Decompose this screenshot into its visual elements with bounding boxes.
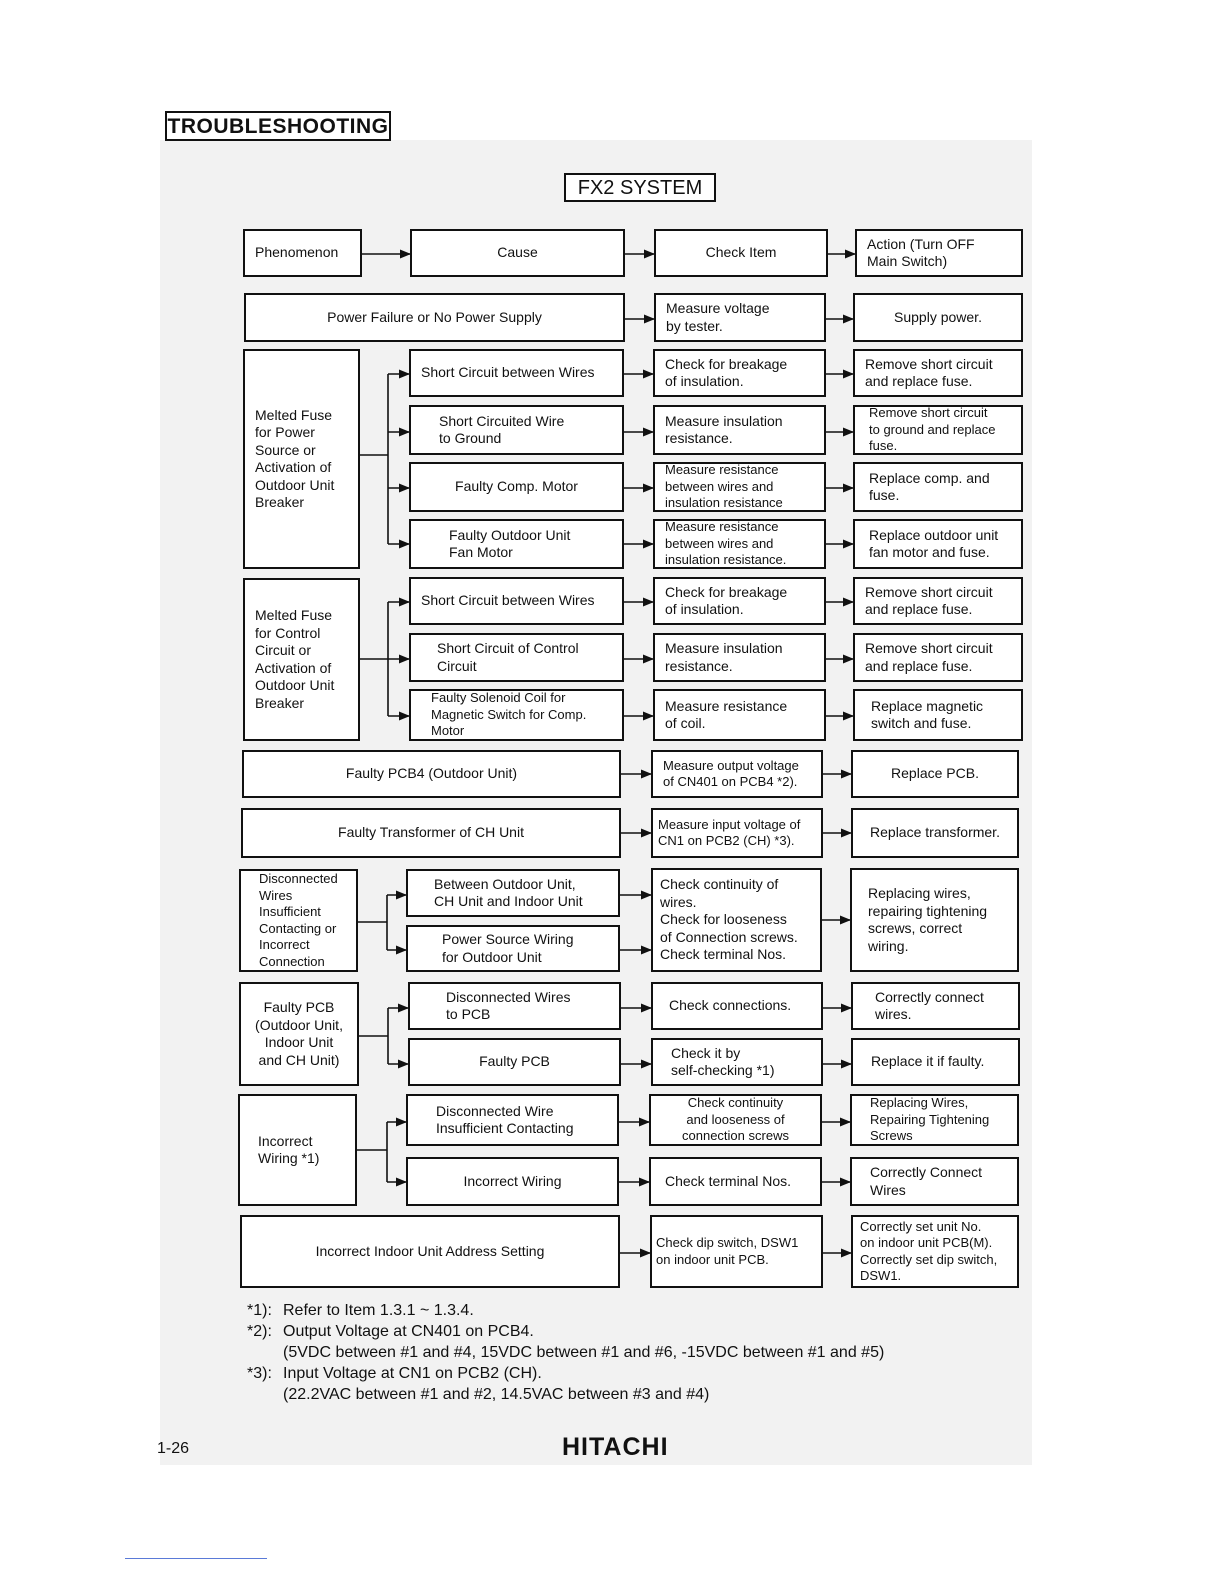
action-replace-magnetic-switch: Replace magnetic switch and fuse. xyxy=(853,689,1023,741)
check-resistance-comp: Measure resistance between wires and insulation resistance xyxy=(653,462,826,512)
phenomenon-disconnected-wires: Disconnected Wires Insufficient Contacting or Incorrect Connection xyxy=(239,869,358,972)
action-remove-short-control-circuit: Remove short circuit and replace fuse. xyxy=(853,633,1023,682)
footnote-marker: *3): xyxy=(247,1365,272,1382)
footnote-detail: (22.2VAC between #1 and #2, 14.5VAC between #3 and #4) xyxy=(283,1386,710,1403)
cause-incorrect-address-setting: Incorrect Indoor Unit Address Setting xyxy=(240,1215,620,1288)
cause-faulty-comp-motor: Faulty Comp. Motor xyxy=(409,462,624,512)
brand-logo: HITACHI xyxy=(562,1433,669,1461)
header-phenomenon: Phenomenon xyxy=(243,229,362,277)
cause-incorrect-wiring: Incorrect Wiring xyxy=(406,1157,619,1206)
phenomenon-faulty-pcb: Faulty PCB (Outdoor Unit, Indoor Unit and CH Unit) xyxy=(239,982,359,1086)
footnote-text: Input Voltage at CN1 on PCB2 (CH). xyxy=(283,1365,542,1382)
footnotes xyxy=(247,1300,884,1405)
check-terminal-nos: Check terminal Nos. xyxy=(649,1157,822,1206)
action-power-failure: Supply power. xyxy=(853,293,1023,342)
cause-short-circuit-control: Short Circuit of Control Circuit xyxy=(409,633,624,682)
action-replace-comp: Replace comp. and fuse. xyxy=(853,462,1023,512)
section-header: TROUBLESHOOTING xyxy=(165,111,391,141)
check-resistance-fan: Measure resistance between wires and insulation resistance. xyxy=(653,519,826,569)
footnote-text: Refer to Item 1.3.1 ~ 1.3.4. xyxy=(283,1302,474,1319)
cause-disconnected-wire-contacting: Disconnected Wire Insufficient Contacting xyxy=(406,1094,619,1146)
cause-faulty-pcb4: Faulty PCB4 (Outdoor Unit) xyxy=(242,750,621,798)
check-output-voltage-cn401: Measure output voltage of CN401 on PCB4 *2). xyxy=(651,750,823,798)
action-correctly-connect-wires: Correctly connect wires. xyxy=(851,982,1020,1030)
cause-disconnected-wires-pcb: Disconnected Wires to PCB xyxy=(408,982,621,1030)
cause-power-failure: Power Failure or No Power Supply xyxy=(244,293,625,342)
check-dip-switch: Check dip switch, DSW1 on indoor unit PCB. xyxy=(650,1215,823,1288)
check-continuity-wires: Check continuity of wires. Check for looseness of Connection screws. Check terminal Nos. xyxy=(651,868,822,972)
footnote-2 xyxy=(247,1321,884,1342)
header-check-item: Check Item xyxy=(654,229,828,277)
action-set-unit-number: Correctly set unit No. on indoor unit PCB(M). Correctly set dip switch, DSW1. xyxy=(851,1215,1019,1288)
cause-faulty-solenoid-coil: Faulty Solenoid Coil for Magnetic Switch for Comp. Motor xyxy=(409,689,624,741)
action-replace-if-faulty: Replace it if faulty. xyxy=(851,1038,1020,1086)
action-replace-fan-motor: Replace outdoor unit fan motor and fuse. xyxy=(853,519,1023,569)
header-action: Action (Turn OFF Main Switch) xyxy=(855,229,1023,277)
footnote-3 xyxy=(247,1363,884,1384)
system-title: FX2 SYSTEM xyxy=(564,173,716,202)
check-power-failure: Measure voltage by tester. xyxy=(654,293,826,342)
cause-faulty-fan-motor: Faulty Outdoor Unit Fan Motor xyxy=(409,519,624,569)
cause-short-circuited-wire-ground: Short Circuited Wire to Ground xyxy=(409,405,624,455)
action-remove-short-circuit: Remove short circuit and replace fuse. xyxy=(853,349,1023,397)
cause-faulty-transformer: Faulty Transformer of CH Unit xyxy=(241,808,621,858)
check-input-voltage-cn1: Measure input voltage of CN1 on PCB2 (CH) *3). xyxy=(651,808,823,858)
header-cause: Cause xyxy=(410,229,625,277)
footnote-detail: (5VDC between #1 and #4, 15VDC between #1 and #6, -15VDC between #1 and #5) xyxy=(283,1344,885,1361)
action-correctly-connect-wires-2: Correctly Connect Wires xyxy=(850,1157,1019,1206)
cause-faulty-pcb: Faulty PCB xyxy=(408,1038,621,1086)
action-replace-pcb: Replace PCB. xyxy=(851,750,1019,798)
check-insulation-resistance-control: Measure insulation resistance. xyxy=(653,633,826,682)
phenomenon-incorrect-wiring: Incorrect Wiring *1) xyxy=(238,1094,357,1206)
action-replace-transformer: Replace transformer. xyxy=(851,808,1019,858)
phenomenon-melted-fuse-power: Melted Fuse for Power Source or Activation of Outdoor Unit Breaker xyxy=(243,349,360,569)
action-remove-short-control: Remove short circuit and replace fuse. xyxy=(853,577,1023,625)
cause-between-units: Between Outdoor Unit, CH Unit and Indoor Unit xyxy=(406,869,620,917)
footnote-marker: *2): xyxy=(247,1323,272,1340)
action-remove-short-ground: Remove short circuit to ground and replace fuse. xyxy=(853,405,1023,455)
page-number: 1-26 xyxy=(157,1440,190,1457)
footer-rule xyxy=(125,1558,267,1559)
action-replacing-wires-screws: Replacing Wires, Repairing Tightening Screws xyxy=(850,1094,1019,1146)
check-self-checking: Check it by self-checking *1) xyxy=(651,1038,823,1086)
cause-short-circuit-wires-control: Short Circuit between Wires xyxy=(409,577,624,625)
footnote-text: Output Voltage at CN401 on PCB4. xyxy=(283,1323,534,1340)
phenomenon-melted-fuse-control: Melted Fuse for Control Circuit or Activation of Outdoor Unit Breaker xyxy=(243,578,360,741)
footnote-marker: *1): xyxy=(247,1302,272,1319)
check-continuity-looseness: Check continuity and looseness of connection screws xyxy=(649,1094,822,1146)
check-resistance-coil: Measure resistance of coil. xyxy=(653,689,826,741)
cause-power-source-wiring: Power Source Wiring for Outdoor Unit xyxy=(406,925,620,972)
check-insulation-resistance: Measure insulation resistance. xyxy=(653,405,826,455)
check-connections: Check connections. xyxy=(651,982,823,1030)
check-breakage-insulation-control: Check for breakage of insulation. xyxy=(653,577,826,625)
footnote-1 xyxy=(247,1300,884,1321)
cause-short-circuit-wires: Short Circuit between Wires xyxy=(409,349,624,397)
check-breakage-insulation: Check for breakage of insulation. xyxy=(653,349,826,397)
action-replacing-wires: Replacing wires, repairing tightening screws, correct wiring. xyxy=(850,868,1019,972)
